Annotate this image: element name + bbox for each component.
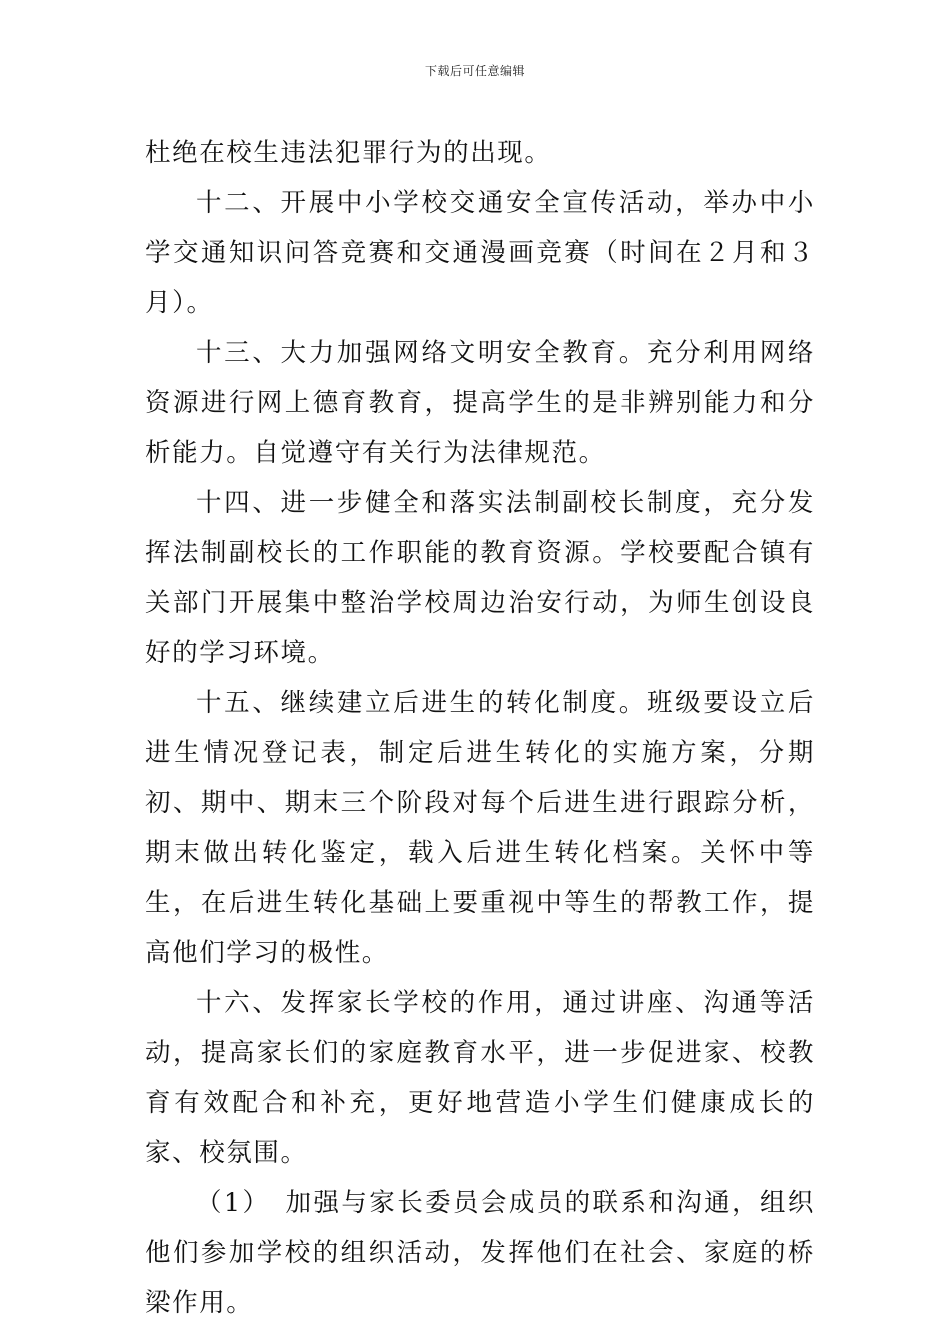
document-body	[145, 128, 815, 1328]
paragraph-item-12: 十二、开展中小学校交通安全宣传活动，举办中小学交通知识问答竞赛和交通漫画竞赛（时间在２月和３月）。	[145, 188, 815, 318]
paragraph-continuation: 杜绝在校生违法犯罪行为的出现。	[145, 138, 552, 168]
paragraph-subitem-1: （1） 加强与家长委员会成员的联系和沟通，组织他们参加学校的组织活动，发挥他们在社会、家庭的桥梁作用。	[145, 1188, 815, 1318]
paragraph-item-13: 十三、大力加强网络文明安全教育。充分利用网络资源进行网上德育教育，提高学生的是非辨别能力和分析能力。自觉遵守有关行为法律规范。	[145, 338, 815, 468]
paragraph-item-16: 十六、发挥家长学校的作用，通过讲座、沟通等活动，提高家长们的家庭教育水平，进一步促进家、校教育有效配合和补充，更好地营造小学生们健康成长的家、校氛围。	[145, 988, 815, 1168]
page-header: 下载后可任意编辑	[424, 64, 525, 78]
paragraph-item-14: 十四、进一步健全和落实法制副校长制度，充分发挥法制副校长的工作职能的教育资源。学校要配合镇有关部门开展集中整治学校周边治安行动，为师生创设良好的学习环境。	[145, 488, 815, 668]
paragraph-item-15: 十五、继续建立后进生的转化制度。班级要设立后进生情况登记表，制定后进生转化的实施方案，分期初、期中、期末三个阶段对每个后进生进行跟踪分析，期末做出转化鉴定，载入后进生转化档案。关怀中等生，在后进生转化基础上要重视中等生的帮教工作，提高他们学习的极性。	[145, 688, 815, 968]
